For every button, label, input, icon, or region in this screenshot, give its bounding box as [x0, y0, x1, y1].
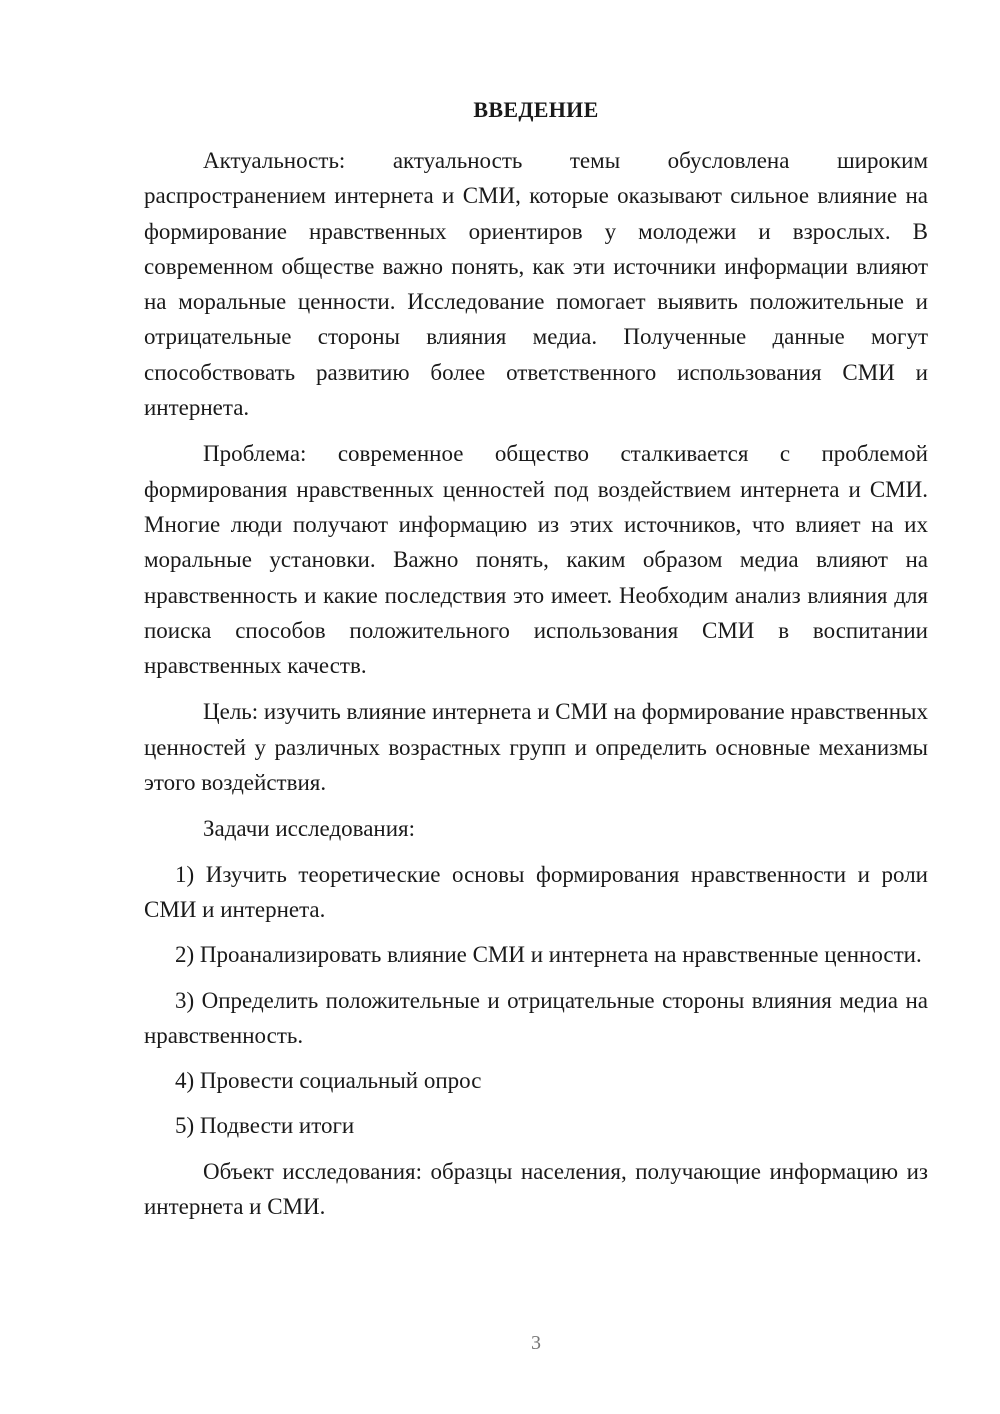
object-paragraph: Объект исследования: образцы населения, получающие информацию из интернета и СМИ. — [144, 1158, 928, 1220]
tasks-heading: Задачи исследования: — [203, 816, 416, 842]
list-item: 2) Проанализировать влияние СМИ и интернета на нравственные ценности. — [175, 942, 922, 968]
relevance-paragraph: Актуальность: актуальность темы обусловлена широким распространением интернета и СМИ, которые оказывают сильное влияние на формирование нравственных ориентиров у молодежи и взрослых. В современном обществе важно понять, как эти источники информации влияют на моральные ценности. Исследование помогает выявить положительные и отрицательные стороны влияния медиа. Полученные данные могут способствовать развитию более ответственного использования СМИ и интернета. — [144, 148, 928, 421]
page-title: ВВЕДЕНИЕ — [473, 97, 599, 122]
list-item: 4) Провести социальный опрос — [175, 1068, 482, 1094]
goal-paragraph: Цель: изучить влияние интернета и СМИ на формирование нравственных ценностей у различных возрастных групп и определить основные механизмы этого воздействия. — [144, 699, 928, 796]
page-number: 3 — [531, 1332, 541, 1354]
problem-paragraph: Проблема: современное общество сталкивается с проблемой формирования нравственных ценностей под воздействием интернета и СМИ. Многие люди получают информацию из этих источников, что влияет на их моральные установки. Важно понять, каким образом медиа влияют на нравственность и какие последствия это имеет. Необходим анализ влияния для поиска способов положительного использования СМИ в воспитании нравственных качеств. — [144, 441, 928, 679]
list-item: 5) Подвести итоги — [175, 1113, 355, 1139]
list-item: 1) Изучить теоретические основы формирования нравственности и роли СМИ и интернета. — [144, 861, 928, 922]
list-item: 3) Определить положительные и отрицательные стороны влияния медиа на нравственность. — [144, 987, 928, 1048]
document-page — [144, 95, 928, 1235]
tasks-list — [144, 857, 928, 1144]
